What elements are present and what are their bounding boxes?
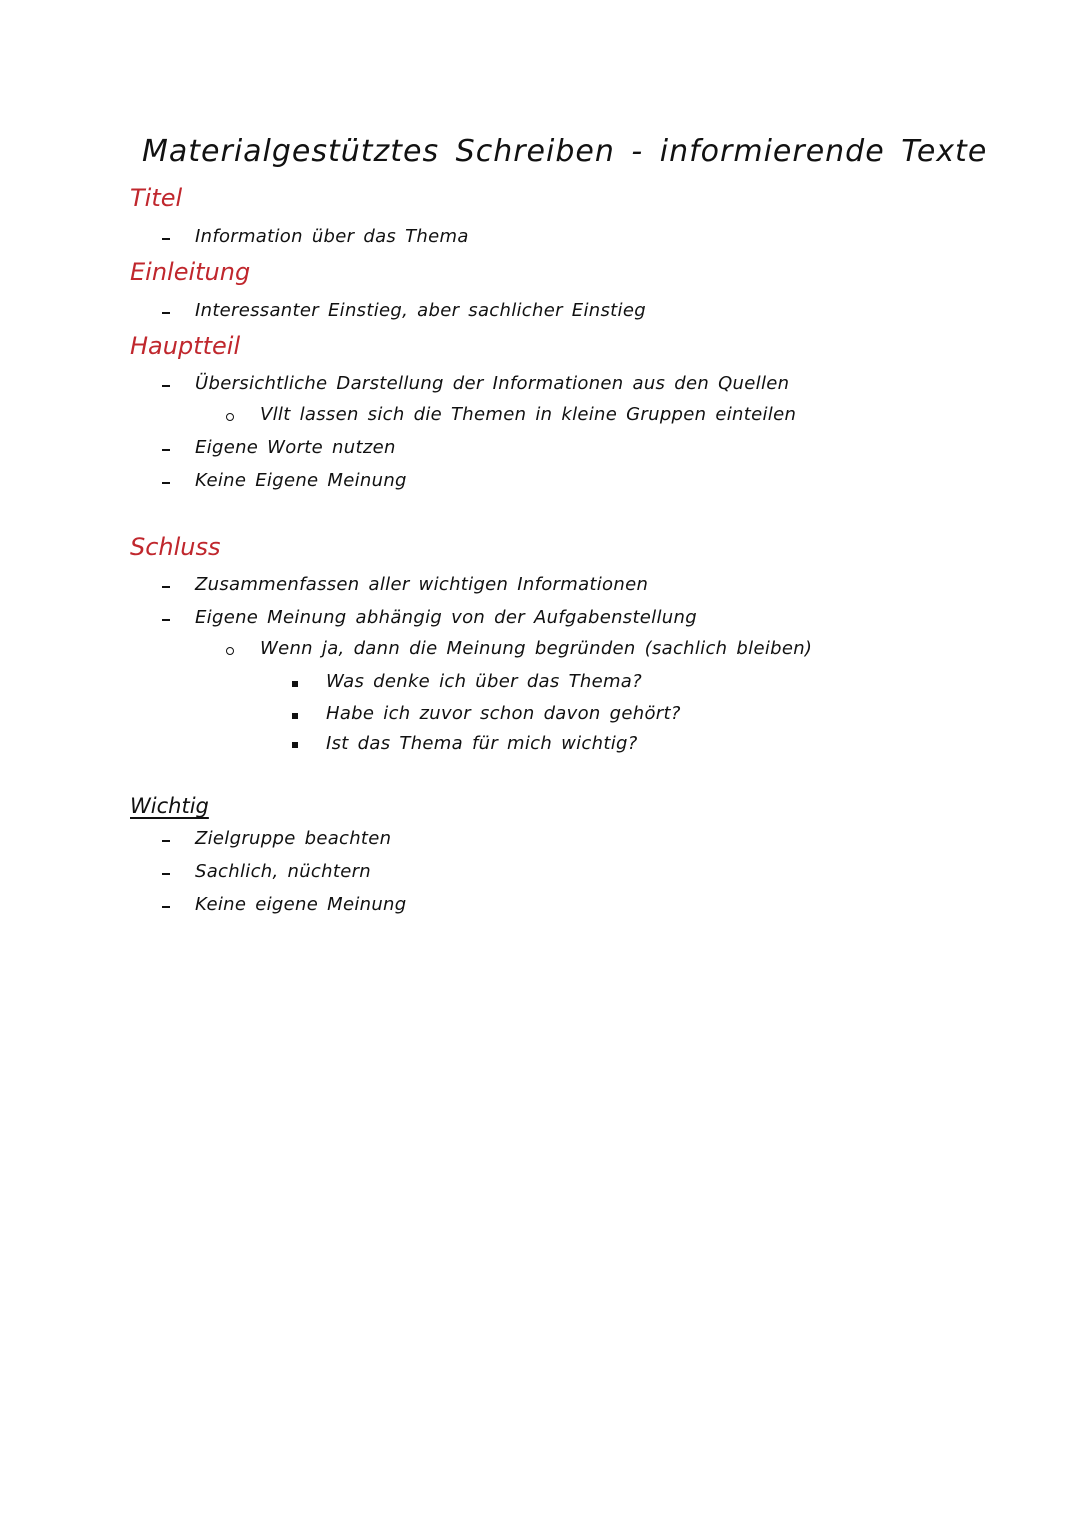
dash-bullet bbox=[162, 619, 170, 621]
sub-list-item: Wenn ja, dann die Meinung begründen (sachlich bleiben) bbox=[260, 638, 813, 659]
square-bullet bbox=[292, 681, 298, 687]
dash-bullet bbox=[162, 586, 170, 588]
dash-bullet bbox=[162, 312, 170, 314]
dash-bullet bbox=[162, 238, 170, 240]
section-heading-hauptteil: Hauptteil bbox=[130, 332, 241, 360]
list-item: Eigene Worte nutzen bbox=[195, 437, 396, 458]
document-title: Materialgestütztes Schreiben - informierende Texte bbox=[142, 134, 988, 169]
dash-bullet bbox=[162, 840, 170, 842]
square-bullet bbox=[292, 713, 298, 719]
section-heading-schluss: Schluss bbox=[130, 533, 221, 561]
list-item: Zusammenfassen aller wichtigen Informationen bbox=[195, 574, 649, 595]
circle-bullet bbox=[226, 413, 234, 421]
list-item: Sachlich, nüchtern bbox=[195, 861, 371, 882]
dash-bullet bbox=[162, 873, 170, 875]
list-item: Keine eigene Meinung bbox=[195, 894, 407, 915]
dash-bullet bbox=[162, 449, 170, 451]
circle-bullet bbox=[226, 647, 234, 655]
dash-bullet bbox=[162, 906, 170, 908]
sub-list-item: Vllt lassen sich die Themen in kleine Gruppen einteilen bbox=[260, 404, 797, 425]
dash-bullet bbox=[162, 385, 170, 387]
section-heading-titel: Titel bbox=[130, 184, 183, 212]
dash-bullet bbox=[162, 482, 170, 484]
list-item: Eigene Meinung abhängig von der Aufgabenstellung bbox=[195, 607, 697, 628]
sub-sub-list-item: Habe ich zuvor schon davon gehört? bbox=[326, 703, 681, 724]
sub-sub-list-item: Ist das Thema für mich wichtig? bbox=[326, 733, 638, 754]
list-item: Information über das Thema bbox=[195, 226, 469, 247]
list-item: Zielgruppe beachten bbox=[195, 828, 392, 849]
list-item: Interessanter Einstieg, aber sachlicher Einstieg bbox=[195, 300, 646, 321]
square-bullet bbox=[292, 742, 298, 748]
section-heading-wichtig: Wichtig bbox=[130, 794, 209, 818]
list-item: Keine Eigene Meinung bbox=[195, 470, 407, 491]
section-heading-einleitung: Einleitung bbox=[130, 258, 251, 286]
list-item: Übersichtliche Darstellung der Informationen aus den Quellen bbox=[195, 373, 790, 394]
sub-sub-list-item: Was denke ich über das Thema? bbox=[326, 671, 642, 692]
